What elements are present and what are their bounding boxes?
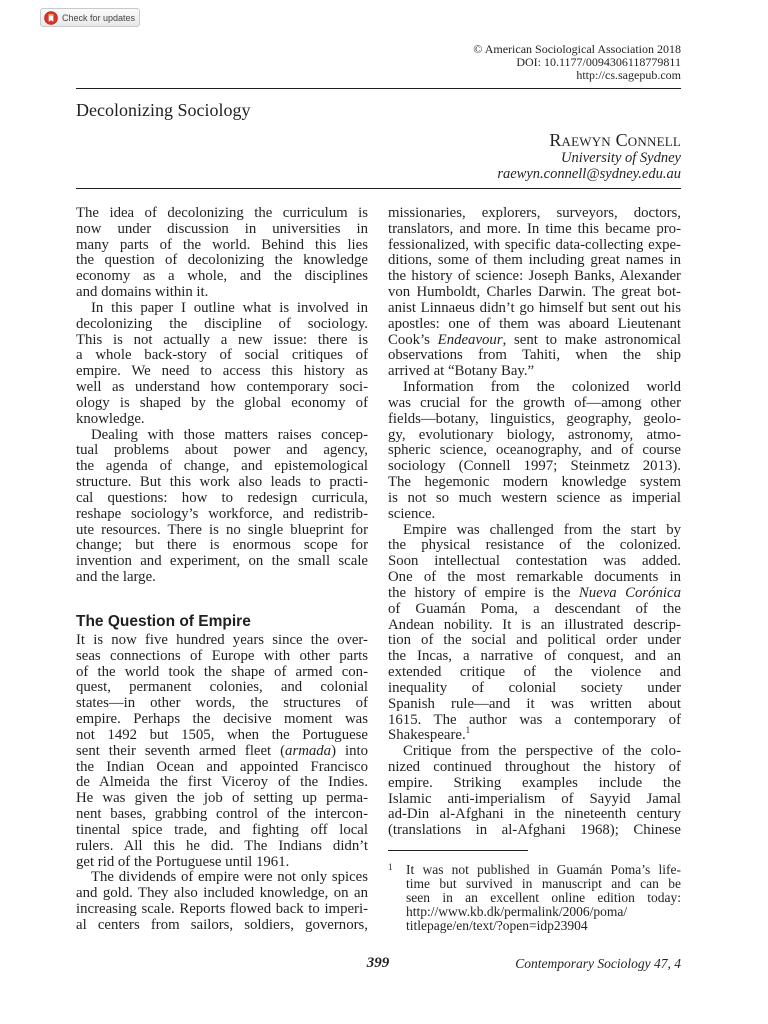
text-line: tion of the social and political order under — [388, 632, 681, 649]
text-line: cal questions: how to redesign curricula, — [76, 489, 368, 506]
italic-text: Endeavour — [437, 331, 503, 348]
text-line: gy, evolutionary biology, astronomy, atmo- — [388, 426, 681, 443]
text-line: Soon intellectual contestation was added. — [388, 553, 681, 570]
text-line: not 1492 but 1505, when the Portuguese — [76, 726, 368, 743]
page-number: 399 — [366, 955, 390, 971]
text-line: It is now five hundred years since the over- — [76, 632, 368, 648]
text-line: Critique from the perspective of the colo- — [403, 743, 681, 760]
paragraph — [406, 863, 681, 933]
text-line: fessionalized, with specific data-collecting expe- — [388, 236, 681, 253]
text-line: Empire was challenged from the start by — [403, 521, 681, 538]
check-for-updates-icon — [44, 11, 58, 25]
text-line: states—in other words, the structures of — [76, 695, 368, 712]
text-line: sent their seventh armed fleet (armada) into — [76, 742, 368, 759]
paragraph — [388, 206, 681, 380]
text-line: anist Linnaeus didn’t go himself but sent out his — [388, 299, 681, 316]
italic-text: Nueva Corónica — [578, 584, 682, 601]
text-line: the agenda of change, and epistemological — [76, 458, 368, 475]
text-line: Shakespeare.$^1$ — [388, 725, 471, 744]
text-line: science. — [388, 505, 436, 522]
text-line: He was given the job of setting up perma- — [76, 790, 368, 807]
text-line: time but survived in manuscript and can be — [406, 876, 681, 891]
text-line: seas connections of Europe with other parts — [76, 647, 368, 664]
journal-issue: Contemporary Sociology 47, 4 — [515, 956, 681, 971]
text-line: nized continued throughout the history of — [388, 758, 681, 775]
byline-rule — [76, 188, 681, 189]
section-heading: The Question of Empire — [76, 613, 251, 630]
text-line: quest, permanent colonies, and colonial — [76, 679, 368, 696]
journal-website-link[interactable]: http://cs.sagepub.com — [576, 68, 681, 82]
text-line: observations from Tahiti, when the ship — [388, 347, 681, 364]
text-line: spheric science, oceanography, and of course — [388, 442, 681, 459]
text-line: von Humboldt, Charles Darwin. The great bot- — [388, 284, 681, 301]
author-email-link[interactable]: raewyn.connell@sydney.edu.au — [497, 166, 681, 182]
text-line: was crucial for the growth of—among other — [388, 394, 681, 411]
text-line: the history of empire is the Nueva Corónica — [388, 584, 682, 601]
text-line: This is not actually a new issue: there is — [76, 331, 368, 348]
text-line: economy as a whole, and the disciplines — [76, 268, 368, 285]
text-line: the question of decolonizing the knowledge — [76, 252, 368, 269]
text-line: well as understand how contemporary soci- — [76, 379, 368, 396]
article-title: Decolonizing Sociology — [76, 100, 251, 120]
text-line: and the large. — [76, 569, 156, 586]
footnote-marker: 1 — [388, 862, 393, 872]
copyright-notice: © American Sociological Association 2018 — [473, 42, 681, 56]
text-line: knowledge. — [76, 410, 145, 427]
italic-text: armada — [285, 742, 332, 759]
paragraph — [76, 633, 368, 870]
text-line: tinental spice trade, and fighting off local — [76, 821, 368, 838]
text-line: the physical resistance of the colonized. — [388, 537, 681, 554]
text-line: The dividends of empire were not only spices — [91, 869, 368, 886]
text-line: seen in an excellent online edition today: — [406, 890, 681, 905]
text-line: In this paper I outline what is involved in — [91, 299, 368, 316]
text-line: empire. Striking examples include the — [388, 774, 681, 791]
text-line: Cook’s Endeavour, sent to make astronomical — [388, 331, 681, 348]
byline — [497, 130, 681, 182]
footnote-reference-link[interactable]: 1 — [465, 725, 471, 736]
badge-label: Check for updates — [62, 12, 136, 23]
author-name: Raewyn Connell — [549, 130, 681, 150]
right-column — [388, 206, 681, 839]
text-line: empire. Perhaps the decisive moment was — [76, 711, 368, 728]
text-line: nent bases, grabbing control of the intercon- — [76, 806, 368, 823]
text-line: fields—botany, linguistics, geography, geolo- — [388, 410, 681, 427]
text-line: reshape sociology’s workforce, and redistrib- — [76, 505, 368, 522]
text-line: arrived at “Botany Bay.” — [388, 363, 535, 380]
text-line: inequality of colonial society under — [388, 679, 681, 696]
text-line: of the world took the shape of armed con- — [76, 663, 368, 680]
text-line: change; but there is enormous scope for — [76, 537, 368, 554]
text-line: sociology (Connell 1997; Steinmetz 2013). — [388, 458, 681, 475]
text-line: now under discussion in universities in — [76, 220, 368, 237]
text-line: of Guamán Poma, a descendant of the — [388, 600, 681, 617]
text-line: rulers. All this he did. The Indians didn’t — [76, 837, 368, 854]
text-line — [406, 919, 681, 933]
doi: DOI: 10.1177/0094306118779811 — [516, 55, 681, 69]
header-rule — [76, 88, 681, 89]
text-line: al centers from sailors, soldiers, governors, — [76, 916, 368, 933]
text-line: The idea of decolonizing the curriculum is — [76, 205, 368, 221]
section-text — [76, 633, 368, 934]
text-line: One of the most remarkable documents in — [388, 569, 681, 586]
text-line: 1615. The author was a contemporary of — [388, 711, 681, 728]
text-line: Andean nobility. It is an illustrated descrip- — [388, 616, 681, 633]
journal-header — [473, 43, 681, 82]
text-line: apostles: one of them was aboard Lieutenant — [388, 315, 681, 332]
text-line: a whole back-story of social critiques of — [76, 347, 368, 364]
text-line: the Indian Ocean and appointed Francisco — [76, 758, 368, 775]
text-line: and domains within it. — [76, 284, 209, 301]
text-line: invention and experiment, on the small scale — [76, 553, 368, 570]
text-line: de Almeida the first Viceroy of the Indies. — [76, 774, 368, 791]
text-line: Dealing with those matters raises concep- — [91, 426, 368, 443]
text-line: is not so much western science as imperial — [388, 489, 681, 506]
text-line: Spanish rule—and it was written about — [388, 695, 681, 712]
text-line: Islamic anti-imperialism of Sayyid Jamal — [388, 790, 681, 807]
paragraph — [76, 428, 368, 586]
footnote-url-link[interactable]: titlepage/en/text/?open=idp23904 — [406, 918, 588, 933]
paragraph — [76, 870, 368, 933]
text-line: tual problems about power and agency, — [76, 442, 368, 459]
text-line: ad-Din al-Afghani in the nineteenth century — [388, 806, 681, 823]
paragraph — [76, 206, 368, 301]
text-line: and gold. They also included knowledge, on an — [76, 885, 368, 902]
text-line: many parts of the world. Behind this lies — [76, 236, 368, 253]
author-affiliation: University of Sydney — [561, 150, 681, 166]
text-line: ute resources. There is no single blueprint for — [76, 521, 368, 538]
footnote-rule — [388, 850, 528, 851]
text-line — [406, 905, 681, 919]
text-line: get rid of the Portuguese until 1961. — [76, 853, 290, 870]
text-line: translators, and more. In time this became pro- — [388, 220, 681, 237]
text-line: It was not published in Guamán Poma’s life- — [406, 862, 681, 877]
text-line: empire. We need to access this history as — [76, 363, 368, 380]
text-line: the Incas, a narrative of conquest, and an — [388, 648, 681, 665]
footnote-url-link[interactable]: http://www.kb.dk/permalink/2006/poma/ — [406, 904, 628, 919]
text-line: extended critique of the violence and — [388, 664, 681, 681]
text-line: (translations in al-Afghani 1968); Chinese — [388, 822, 681, 839]
paragraph — [388, 523, 681, 745]
text-line: missionaries, explorers, surveyors, doctors, — [388, 205, 681, 221]
footnote-text — [406, 863, 681, 933]
text-line: ditions, some of them including great names in — [388, 252, 681, 269]
text-line: Information from the colonized world — [403, 379, 681, 396]
text-line: structure. But this work also leads to practi- — [76, 474, 368, 491]
text-line: decolonizing the discipline of sociology. — [76, 315, 368, 332]
text-line: The hegemonic modern knowledge system — [388, 474, 681, 491]
text-line: the history of science: Joseph Banks, Alexander — [388, 268, 681, 285]
check-for-updates-button[interactable] — [40, 8, 140, 27]
text-line: ology is shaped by the global economy of — [76, 394, 368, 411]
paragraph — [388, 744, 681, 839]
paragraph — [76, 301, 368, 428]
paragraph — [388, 380, 681, 522]
text-line: increasing scale. Reports flowed back to imperi- — [76, 901, 368, 918]
intro-text — [76, 206, 368, 586]
